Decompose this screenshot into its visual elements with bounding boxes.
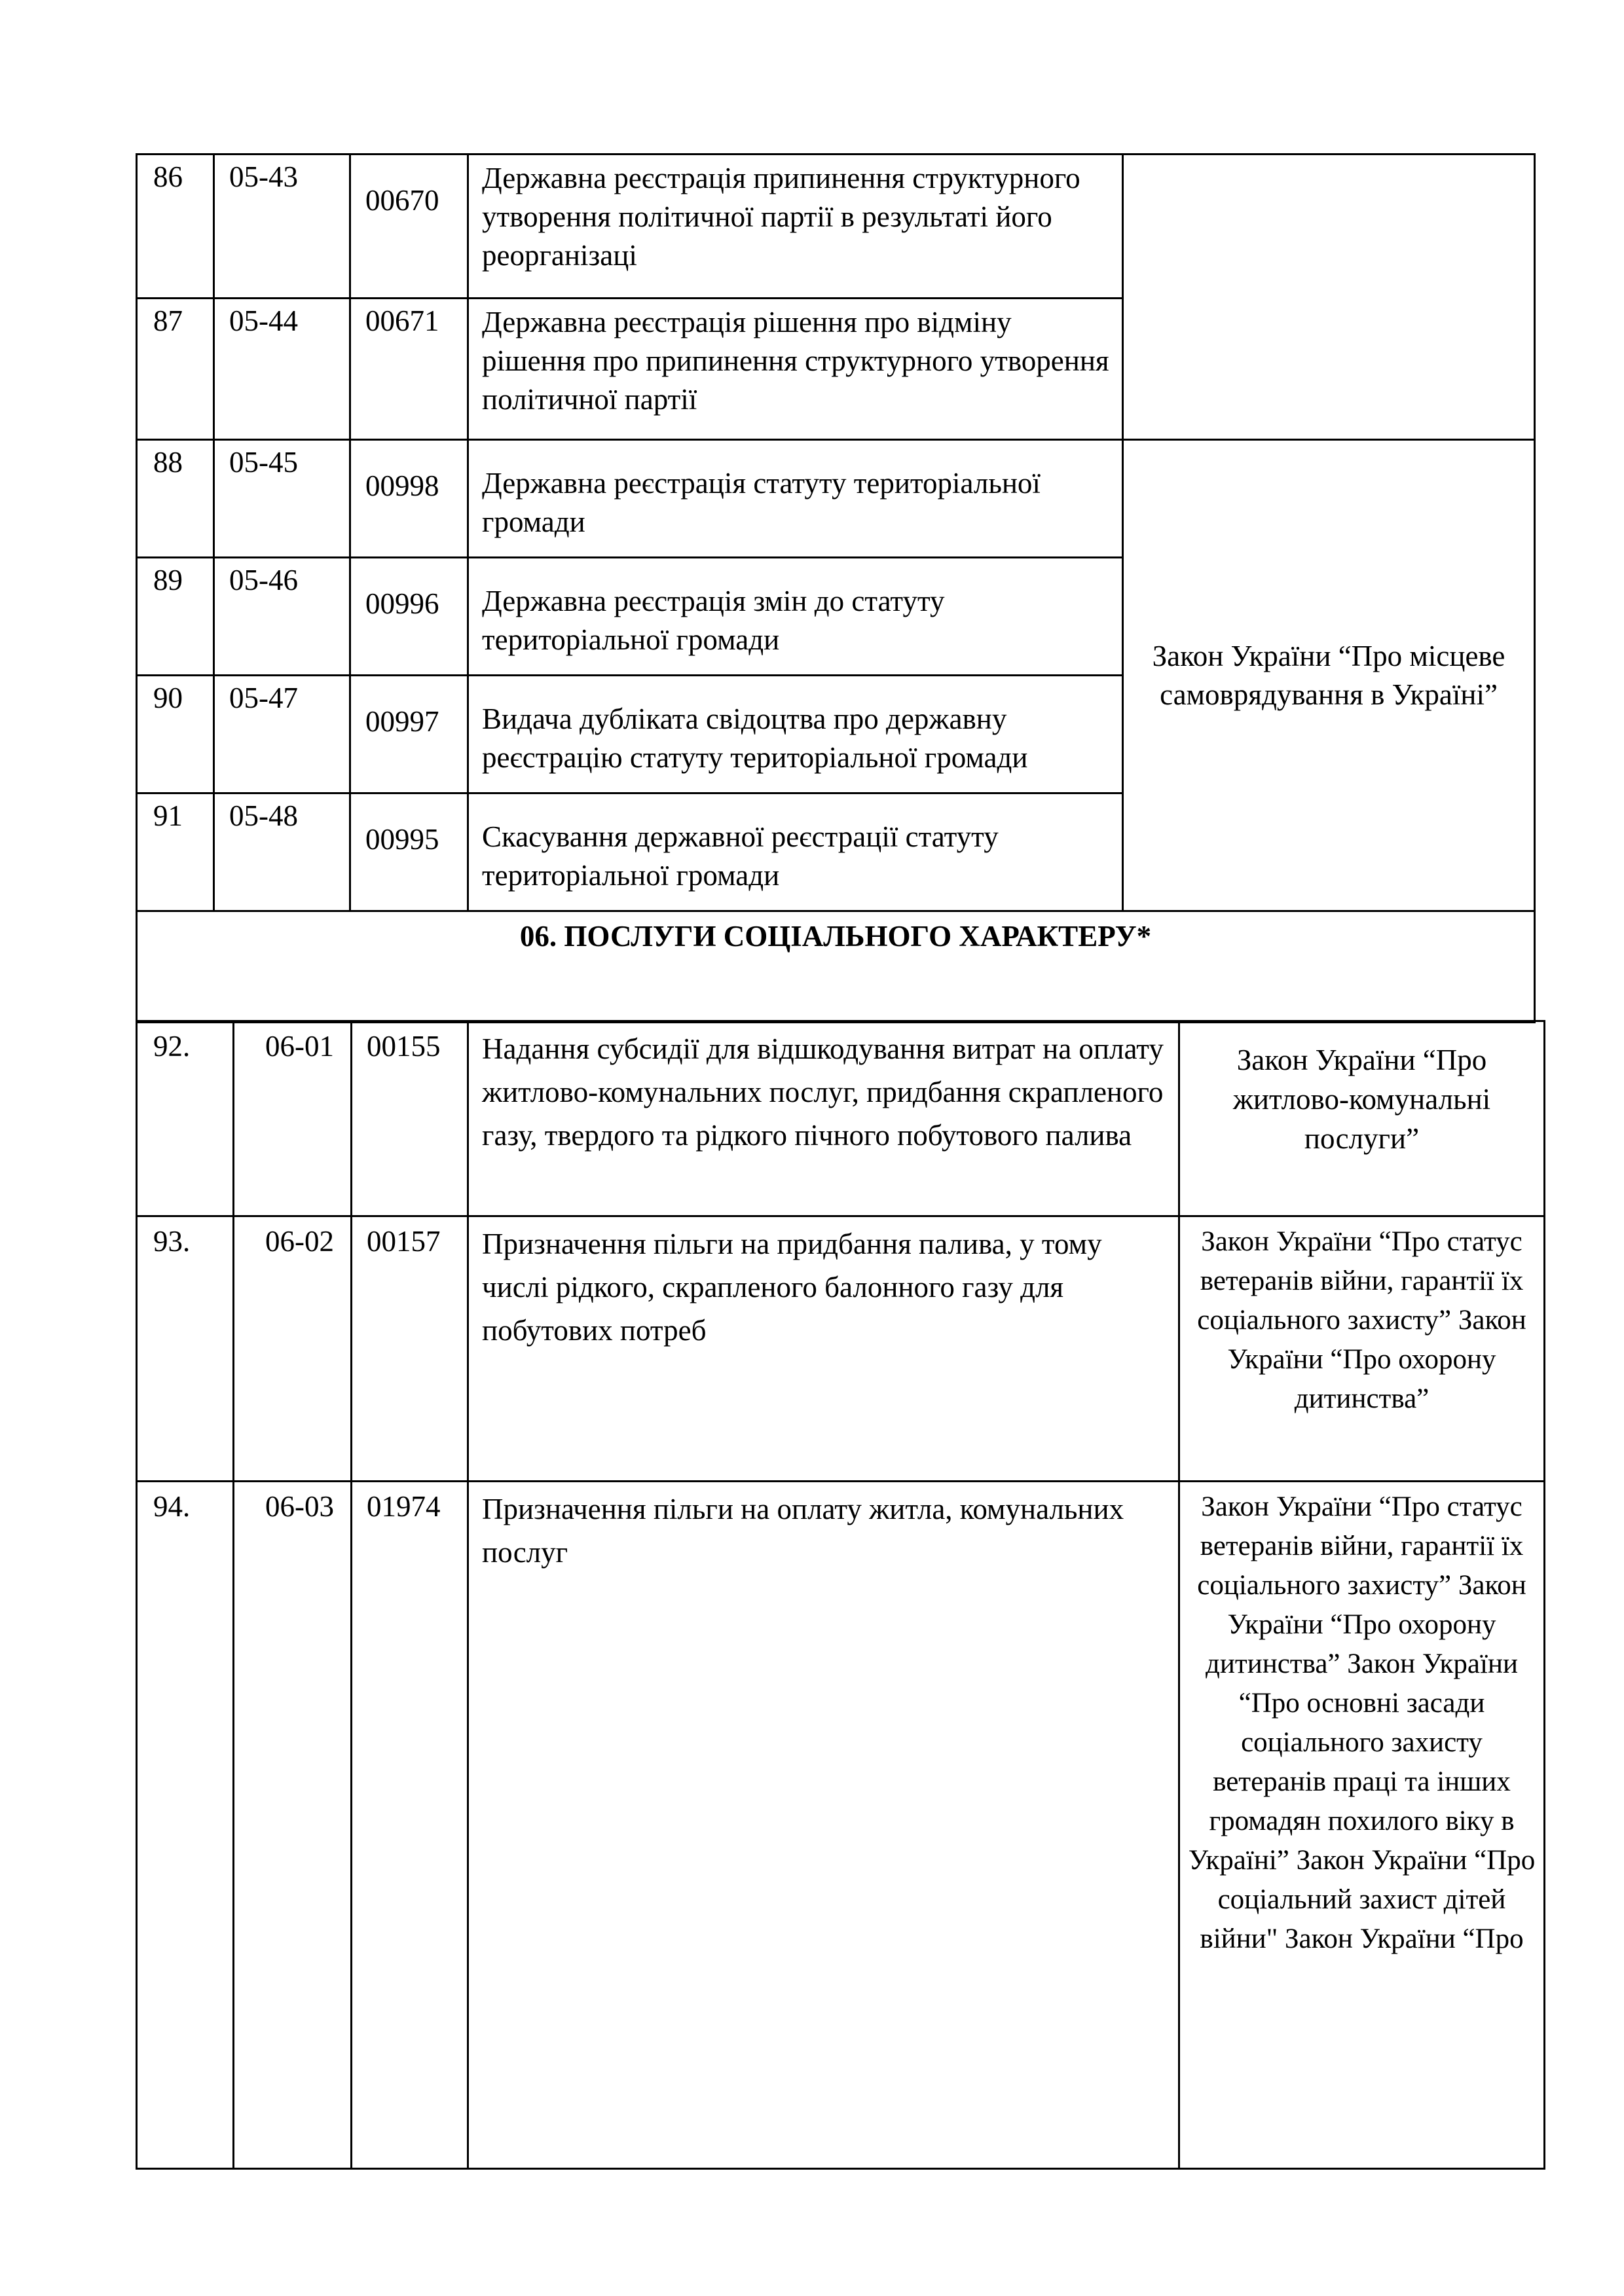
service-code: 05-48 <box>214 793 350 911</box>
service-code: 05-45 <box>214 440 350 558</box>
services-table-section-06 <box>136 1020 1545 2170</box>
service-code: 05-46 <box>214 558 350 676</box>
service-id: 00997 <box>350 676 468 793</box>
law-reference: Закон України “Про статус ветеранів війни, гарантії їх соціального захисту” Закон України “Про охорону дитинства” <box>1179 1216 1545 1482</box>
service-id: 00157 <box>352 1216 468 1482</box>
row-number: 91 <box>137 793 214 911</box>
table-row <box>137 1021 1545 1216</box>
service-description: Скасування державної реєстрації статуту територіальної громади <box>468 793 1123 911</box>
service-id: 01974 <box>352 1482 468 2169</box>
table-row <box>137 1216 1545 1482</box>
service-id: 00671 <box>350 299 468 440</box>
services-table-section-05 <box>136 153 1536 1023</box>
law-reference: Закон України “Про житлово-комунальні послуги” <box>1179 1021 1545 1216</box>
row-number: 87 <box>137 299 214 440</box>
service-description: Надання субсидії для відшкодування витрат на оплату житлово-комунальних послуг, придбання скрапленого газу, твердого та рідкого пічного побутового палива <box>468 1021 1179 1216</box>
table-row <box>137 1482 1545 2169</box>
law-reference: Закон України “Про статус ветеранів війни, гарантії їх соціального захисту” Закон України “Про охорону дитинства” Закон України “Про основні засади соціального захисту ветеранів праці та інших громадян похилого віку в Україні” Закон України “Про соціальний захист дітей війни" Закон України “Про <box>1179 1482 1545 2169</box>
service-description: Державна реєстрація рішення про відміну рішення про припинення структурного утворення політичної партії <box>468 299 1123 440</box>
service-code: 06-02 <box>234 1216 352 1482</box>
service-code: 05-47 <box>214 676 350 793</box>
service-code: 05-44 <box>214 299 350 440</box>
service-code: 06-01 <box>234 1021 352 1216</box>
service-id: 00996 <box>350 558 468 676</box>
row-number: 94. <box>137 1482 234 2169</box>
law-cell-empty <box>1123 155 1535 440</box>
service-description: Державна реєстрація змін до статуту територіальної громади <box>468 558 1123 676</box>
service-code: 06-03 <box>234 1482 352 2169</box>
row-number: 88 <box>137 440 214 558</box>
section-heading-row <box>137 911 1535 1023</box>
table-row <box>137 155 1535 299</box>
service-description: Призначення пільги на придбання палива, у тому числі рідкого, скрапленого балонного газу для побутових потреб <box>468 1216 1179 1482</box>
row-number: 90 <box>137 676 214 793</box>
table-row <box>137 440 1535 558</box>
service-code: 05-43 <box>214 155 350 299</box>
service-description: Державна реєстрація припинення структурного утворення політичної партії в результаті його реорганізаці <box>468 155 1123 299</box>
service-id: 00155 <box>352 1021 468 1216</box>
section-heading: 06. ПОСЛУГИ СОЦІАЛЬНОГО ХАРАКТЕРУ* <box>137 911 1535 1023</box>
service-id: 00670 <box>350 155 468 299</box>
service-description: Видача дубліката свідоцтва про державну реєстрацію статуту територіальної громади <box>468 676 1123 793</box>
row-number: 93. <box>137 1216 234 1482</box>
row-number: 92. <box>137 1021 234 1216</box>
row-number: 86 <box>137 155 214 299</box>
service-id: 00998 <box>350 440 468 558</box>
row-number: 89 <box>137 558 214 676</box>
service-id: 00995 <box>350 793 468 911</box>
service-description: Призначення пільги на оплату житла, комунальних послуг <box>468 1482 1179 2169</box>
law-reference: Закон України “Про місцеве самоврядування в Україні” <box>1123 440 1535 911</box>
service-description: Державна реєстрація статуту територіальної громади <box>468 440 1123 558</box>
